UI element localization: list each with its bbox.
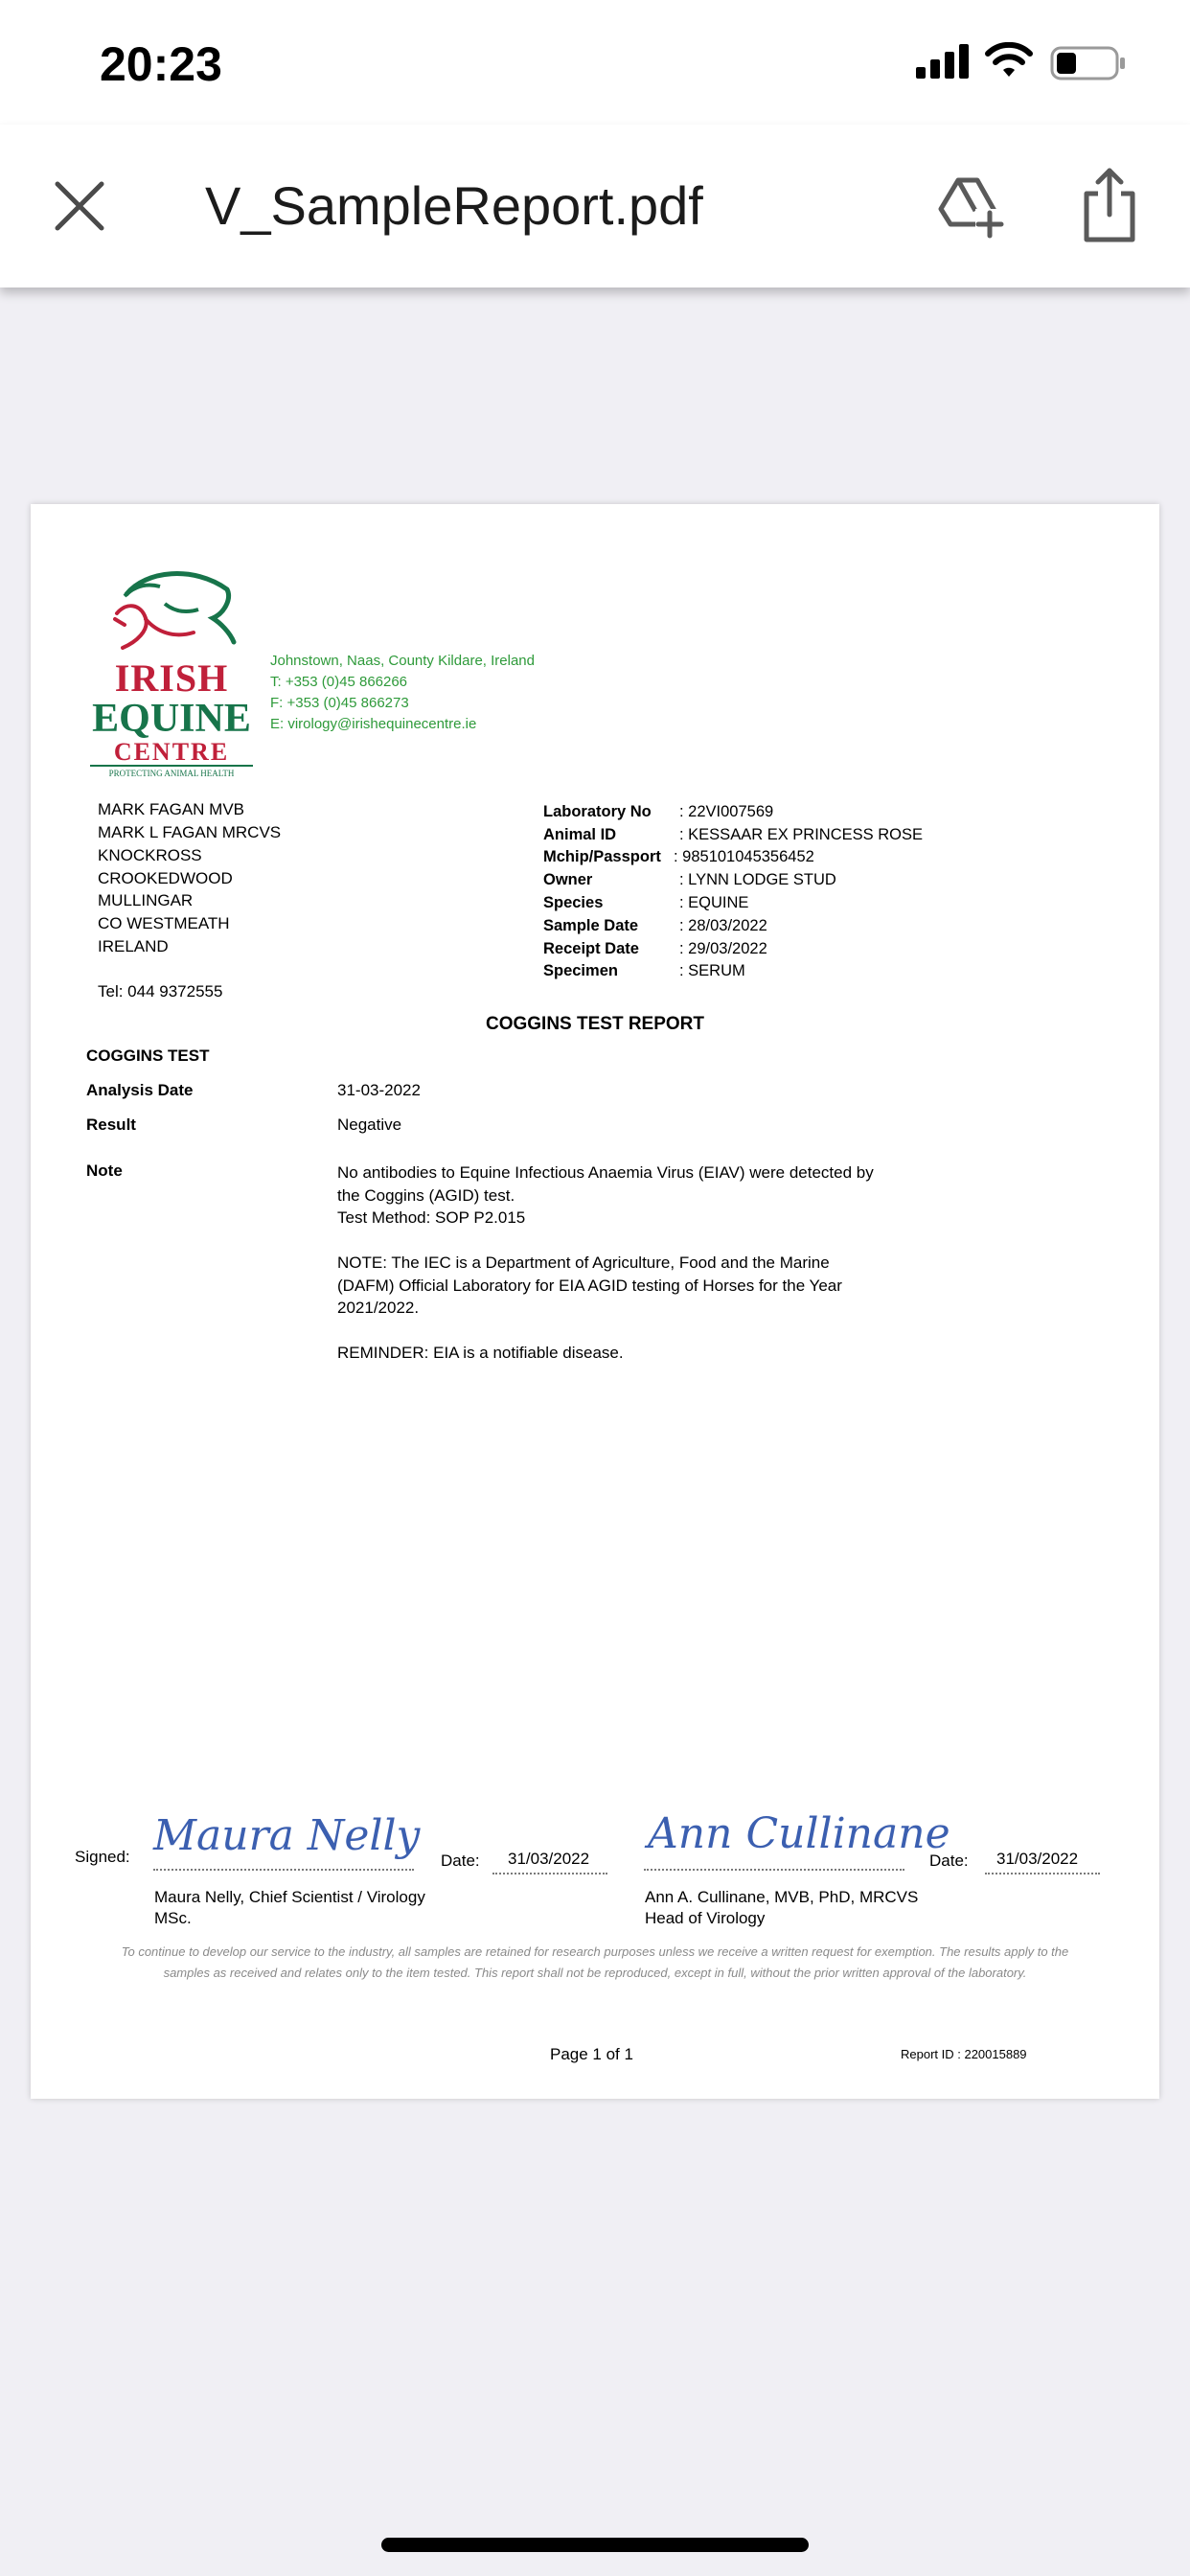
address-line: MARK FAGAN MVB — [98, 800, 245, 818]
lab-field-label: Mchip/Passport — [543, 848, 661, 865]
page-number: Page 1 of 1 — [550, 2045, 633, 2063]
signature-line — [644, 1869, 904, 1871]
status-bar — [0, 0, 1190, 125]
signer-1-name: Maura Nelly, Chief Scientist / Virology — [154, 1888, 425, 1906]
horse-logo-icon — [107, 565, 241, 661]
lab-field-label: Sample Date — [543, 917, 639, 934]
contact-fax: F: +353 (0)45 866273 — [270, 695, 409, 711]
analysis-date-value: 31-03-2022 — [337, 1081, 421, 1099]
contact-address: Johnstown, Naas, County Kildare, Ireland — [270, 653, 535, 669]
address-line: CROOKEDWOOD — [98, 869, 233, 887]
address-line: CO WESTMEATH — [98, 914, 230, 932]
note-label: Note — [86, 1162, 123, 1180]
lab-field-value: : LYNN LODGE STUD — [679, 871, 836, 888]
signed-label: Signed: — [75, 1848, 130, 1866]
lab-field-label: Receipt Date — [543, 940, 639, 957]
lab-field-value: : EQUINE — [679, 894, 749, 911]
note-line: 2021/2022. — [337, 1299, 420, 1317]
cellular-signal-icon — [916, 44, 970, 79]
report-title: COGGINS TEST REPORT — [485, 1014, 705, 1034]
logo-line-centre: CENTRE — [113, 738, 230, 766]
pdf-page[interactable] — [31, 504, 1159, 2099]
note-line: Test Method: SOP P2.015 — [337, 1208, 526, 1227]
logo-tagline: PROTECTING ANIMAL HEALTH — [90, 765, 253, 778]
result-value: Negative — [337, 1116, 402, 1134]
note-line: the Coggins (AGID) test. — [337, 1186, 515, 1205]
signature-ann-cullinane: Ann Cullinane — [648, 1809, 950, 1858]
signer-1-title: MSc. — [154, 1909, 192, 1927]
signature-date: 31/03/2022 — [996, 1850, 1079, 1868]
address-line: IRELAND — [98, 937, 169, 955]
test-name: COGGINS TEST — [86, 1046, 210, 1065]
address-line: MARK L FAGAN MRCVS — [98, 823, 282, 841]
lab-field-value: : 22VI007569 — [679, 803, 774, 820]
share-icon[interactable] — [1081, 167, 1138, 243]
lab-field-value: : SERUM — [679, 962, 745, 979]
lab-field-value: : 985101045356452 — [674, 848, 814, 865]
logo-line-irish: IRISH — [114, 656, 229, 700]
viewer-toolbar — [0, 125, 1190, 288]
note-line: No antibodies to Equine Infectious Anaemia Virus (EIAV) were detected by — [337, 1163, 874, 1182]
lab-field-label: Owner — [543, 871, 593, 888]
analysis-date-label: Analysis Date — [86, 1081, 194, 1099]
irish-equine-centre-logo — [90, 565, 253, 776]
drive-add-icon[interactable] — [937, 171, 1006, 240]
close-icon[interactable] — [52, 178, 107, 234]
document-title: V_SampleReport.pdf — [205, 175, 703, 236]
contact-phone: T: +353 (0)45 866266 — [270, 674, 408, 690]
date-label: Date: — [929, 1852, 969, 1870]
lab-field-label: Laboratory No — [543, 803, 652, 820]
note-line: REMINDER: EIA is a notifiable disease. — [337, 1344, 624, 1362]
date-line — [985, 1873, 1100, 1874]
signer-2-name: Ann A. Cullinane, MVB, PhD, MRCVS — [645, 1888, 919, 1906]
result-label: Result — [86, 1116, 136, 1134]
signature-line — [153, 1869, 414, 1871]
address-line: KNOCKROSS — [98, 846, 202, 864]
telephone: Tel: 044 9372555 — [98, 982, 223, 1000]
lab-field-value: : 29/03/2022 — [679, 940, 767, 957]
contact-email: E: virology@irishequinecentre.ie — [270, 716, 477, 732]
logo-line-equine: EQUINE — [92, 697, 251, 741]
signature-date: 31/03/2022 — [508, 1850, 590, 1868]
signer-2-title: Head of Virology — [645, 1909, 766, 1927]
address-line: MULLINGAR — [98, 891, 194, 909]
note-line: (DAFM) Official Laboratory for EIA AGID testing of Horses for the Year — [337, 1276, 842, 1295]
note-line: NOTE: The IEC is a Department of Agriculture, Food and the Marine — [337, 1254, 830, 1272]
battery-icon — [1050, 46, 1127, 80]
status-time: 20:23 — [100, 37, 222, 91]
signature-maura-nelly: Maura Nelly — [153, 1811, 421, 1860]
lab-field-label: Species — [543, 894, 604, 911]
lab-field-value: : KESSAAR EX PRINCESS ROSE — [679, 826, 923, 843]
wifi-icon — [985, 42, 1033, 80]
date-line — [492, 1873, 607, 1874]
report-id: Report ID : 220015889 — [901, 2047, 1027, 2061]
footer-disclaimer: To continue to develop our service to the industry, all samples are retained for research purposes unless we receive a written request for exemption. The results apply to the samples as received and relates only to the item tested. This report shall not be reproduced, except in full, without the prior written approval of the laboratory. — [121, 1944, 1069, 1980]
lab-field-label: Specimen — [543, 962, 618, 979]
home-indicator[interactable] — [381, 2538, 809, 2552]
date-label: Date: — [441, 1852, 480, 1870]
lab-field-label: Animal ID — [543, 826, 617, 843]
lab-field-value: : 28/03/2022 — [679, 917, 767, 934]
